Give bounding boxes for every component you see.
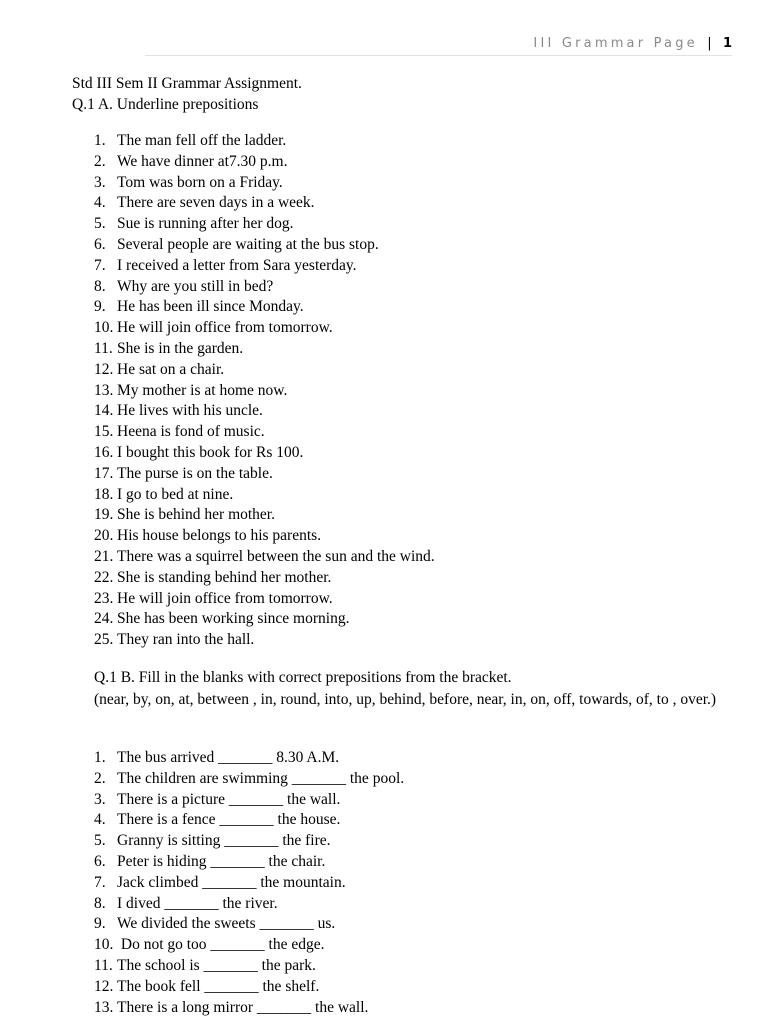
question-text: He will join office from tomorrow. (117, 589, 333, 607)
question-text: They ran into the hall. (117, 631, 255, 649)
question-text: He sat on a chair. (117, 360, 225, 378)
question-text: She is behind her mother. (117, 506, 275, 524)
question-text: Sue is running after her dog. (117, 215, 294, 233)
question-text: Granny is sitting _______ the fire. (117, 832, 331, 850)
question-number: 12. (94, 360, 114, 378)
question-number: 2. (94, 152, 106, 170)
question-item (94, 173, 435, 194)
question-item (94, 235, 435, 256)
question-number: 7. (94, 873, 106, 891)
question-text: Do not go too _______ the edge. (117, 936, 325, 954)
question-item (94, 318, 435, 339)
question-item (94, 790, 404, 811)
section-b-question-list (94, 748, 404, 1018)
question-item (94, 547, 435, 568)
question-item (94, 589, 435, 610)
question-number: 14. (94, 402, 114, 420)
question-text: There is a fence _______ the house. (117, 811, 341, 829)
question-item (94, 297, 435, 318)
header-separator: | (707, 36, 712, 51)
question-text: I dived _______ the river. (117, 894, 278, 912)
question-number: 17. (94, 464, 114, 482)
question-text: There was a squirrel between the sun and the wind. (117, 547, 435, 565)
question-number: 6. (94, 852, 106, 870)
question-text: Several people are waiting at the bus stop. (117, 235, 379, 253)
question-number: 7. (94, 256, 106, 274)
question-number: 13. (94, 998, 114, 1016)
question-text: My mother is at home now. (117, 381, 288, 399)
question-item (94, 873, 404, 894)
question-text: Peter is hiding _______ the chair. (117, 852, 326, 870)
question-item (94, 152, 435, 173)
question-item (94, 609, 435, 630)
question-text: There is a long mirror _______ the wall. (117, 998, 369, 1016)
question-item (94, 769, 404, 790)
question-text: I bought this book for Rs 100. (117, 443, 304, 461)
question-number: 9. (94, 298, 106, 316)
question-text: Why are you still in bed? (117, 277, 274, 295)
question-number: 1. (94, 132, 106, 149)
question-number: 5. (94, 832, 106, 850)
section-a-heading: Q.1 A. Underline prepositions (72, 96, 259, 113)
question-text: There are seven days in a week. (117, 194, 315, 212)
question-text: She is standing behind her mother. (117, 568, 332, 586)
question-item (94, 977, 404, 998)
question-item (94, 568, 435, 589)
page-header (533, 36, 732, 51)
question-item (94, 277, 435, 298)
question-item (94, 381, 435, 402)
question-text: She is in the garden. (117, 339, 244, 357)
question-text: Heena is fond of music. (117, 423, 265, 441)
question-number: 8. (94, 894, 106, 912)
question-item (94, 505, 435, 526)
question-item (94, 214, 435, 235)
question-text: Tom was born on a Friday. (117, 173, 283, 191)
question-item (94, 464, 435, 485)
question-number: 5. (94, 215, 106, 233)
question-item (94, 748, 404, 769)
question-text: He has been ill since Monday. (117, 298, 304, 316)
question-number: 11. (94, 339, 113, 357)
question-item (94, 443, 435, 464)
question-text: The book fell _______ the shelf. (117, 977, 320, 995)
question-number: 23. (94, 589, 114, 607)
question-text: Jack climbed _______ the mountain. (117, 873, 346, 891)
question-item (94, 630, 435, 651)
question-number: 3. (94, 790, 106, 808)
question-item (94, 131, 435, 152)
question-text: He will join office from tomorrow. (117, 319, 333, 337)
question-number: 12. (94, 977, 114, 995)
question-text: His house belongs to his parents. (117, 527, 322, 545)
question-number: 10. (94, 936, 114, 954)
question-text: The purse is on the table. (117, 464, 273, 482)
question-text: We divided the sweets _______ us. (117, 915, 336, 933)
question-text: He lives with his uncle. (117, 402, 263, 420)
question-number: 3. (94, 173, 106, 191)
question-number: 10. (94, 319, 114, 337)
question-number: 25. (94, 631, 114, 649)
question-text: We have dinner at7.30 p.m. (117, 152, 288, 170)
question-item (94, 526, 435, 547)
question-number: 18. (94, 485, 114, 503)
assignment-title: Std III Sem II Grammar Assignment. (72, 75, 302, 92)
question-number: 24. (94, 610, 114, 628)
question-item (94, 956, 404, 977)
question-item (94, 193, 435, 214)
question-item (94, 852, 404, 873)
section-a-question-list (94, 131, 435, 651)
question-item (94, 998, 404, 1019)
question-number: 8. (94, 277, 106, 295)
question-item (94, 810, 404, 831)
question-number: 6. (94, 235, 106, 253)
question-text: I received a letter from Sara yesterday. (117, 256, 357, 274)
question-item (94, 485, 435, 506)
section-b-word-bank: (near, by, on, at, between , in, round, into, up, behind, before, near, in, on, off, towards, of, to , over.) (94, 691, 717, 708)
question-text: I go to bed at nine. (117, 485, 234, 503)
question-number: 1. (94, 749, 106, 766)
question-item (94, 422, 435, 443)
section-b-heading: Q.1 B. Fill in the blanks with correct prepositions from the bracket. (94, 669, 512, 686)
question-text: The man fell off the ladder. (117, 132, 287, 149)
question-item (94, 914, 404, 935)
question-item (94, 256, 435, 277)
question-text: The children are swimming _______ the pool. (117, 769, 405, 787)
question-number: 16. (94, 443, 114, 461)
question-item (94, 360, 435, 381)
question-number: 11. (94, 956, 113, 974)
question-number: 4. (94, 811, 106, 829)
question-item (94, 831, 404, 852)
question-number: 13. (94, 381, 114, 399)
page-number: 1 (722, 36, 732, 51)
question-text: She has been working since morning. (117, 610, 350, 628)
header-divider (145, 55, 732, 56)
question-item (94, 935, 404, 956)
question-number: 15. (94, 423, 114, 441)
question-number: 21. (94, 547, 114, 565)
question-number: 4. (94, 194, 106, 212)
question-number: 2. (94, 769, 106, 787)
question-item (94, 894, 404, 915)
question-number: 20. (94, 527, 114, 545)
question-number: 22. (94, 568, 114, 586)
running-title: III Grammar Page (533, 36, 698, 51)
question-text: The school is _______ the park. (117, 956, 316, 974)
question-text: The bus arrived _______ 8.30 A.M. (117, 749, 340, 766)
question-text: There is a picture _______ the wall. (117, 790, 341, 808)
question-item (94, 339, 435, 360)
question-number: 9. (94, 915, 106, 933)
question-item (94, 401, 435, 422)
question-number: 19. (94, 506, 114, 524)
